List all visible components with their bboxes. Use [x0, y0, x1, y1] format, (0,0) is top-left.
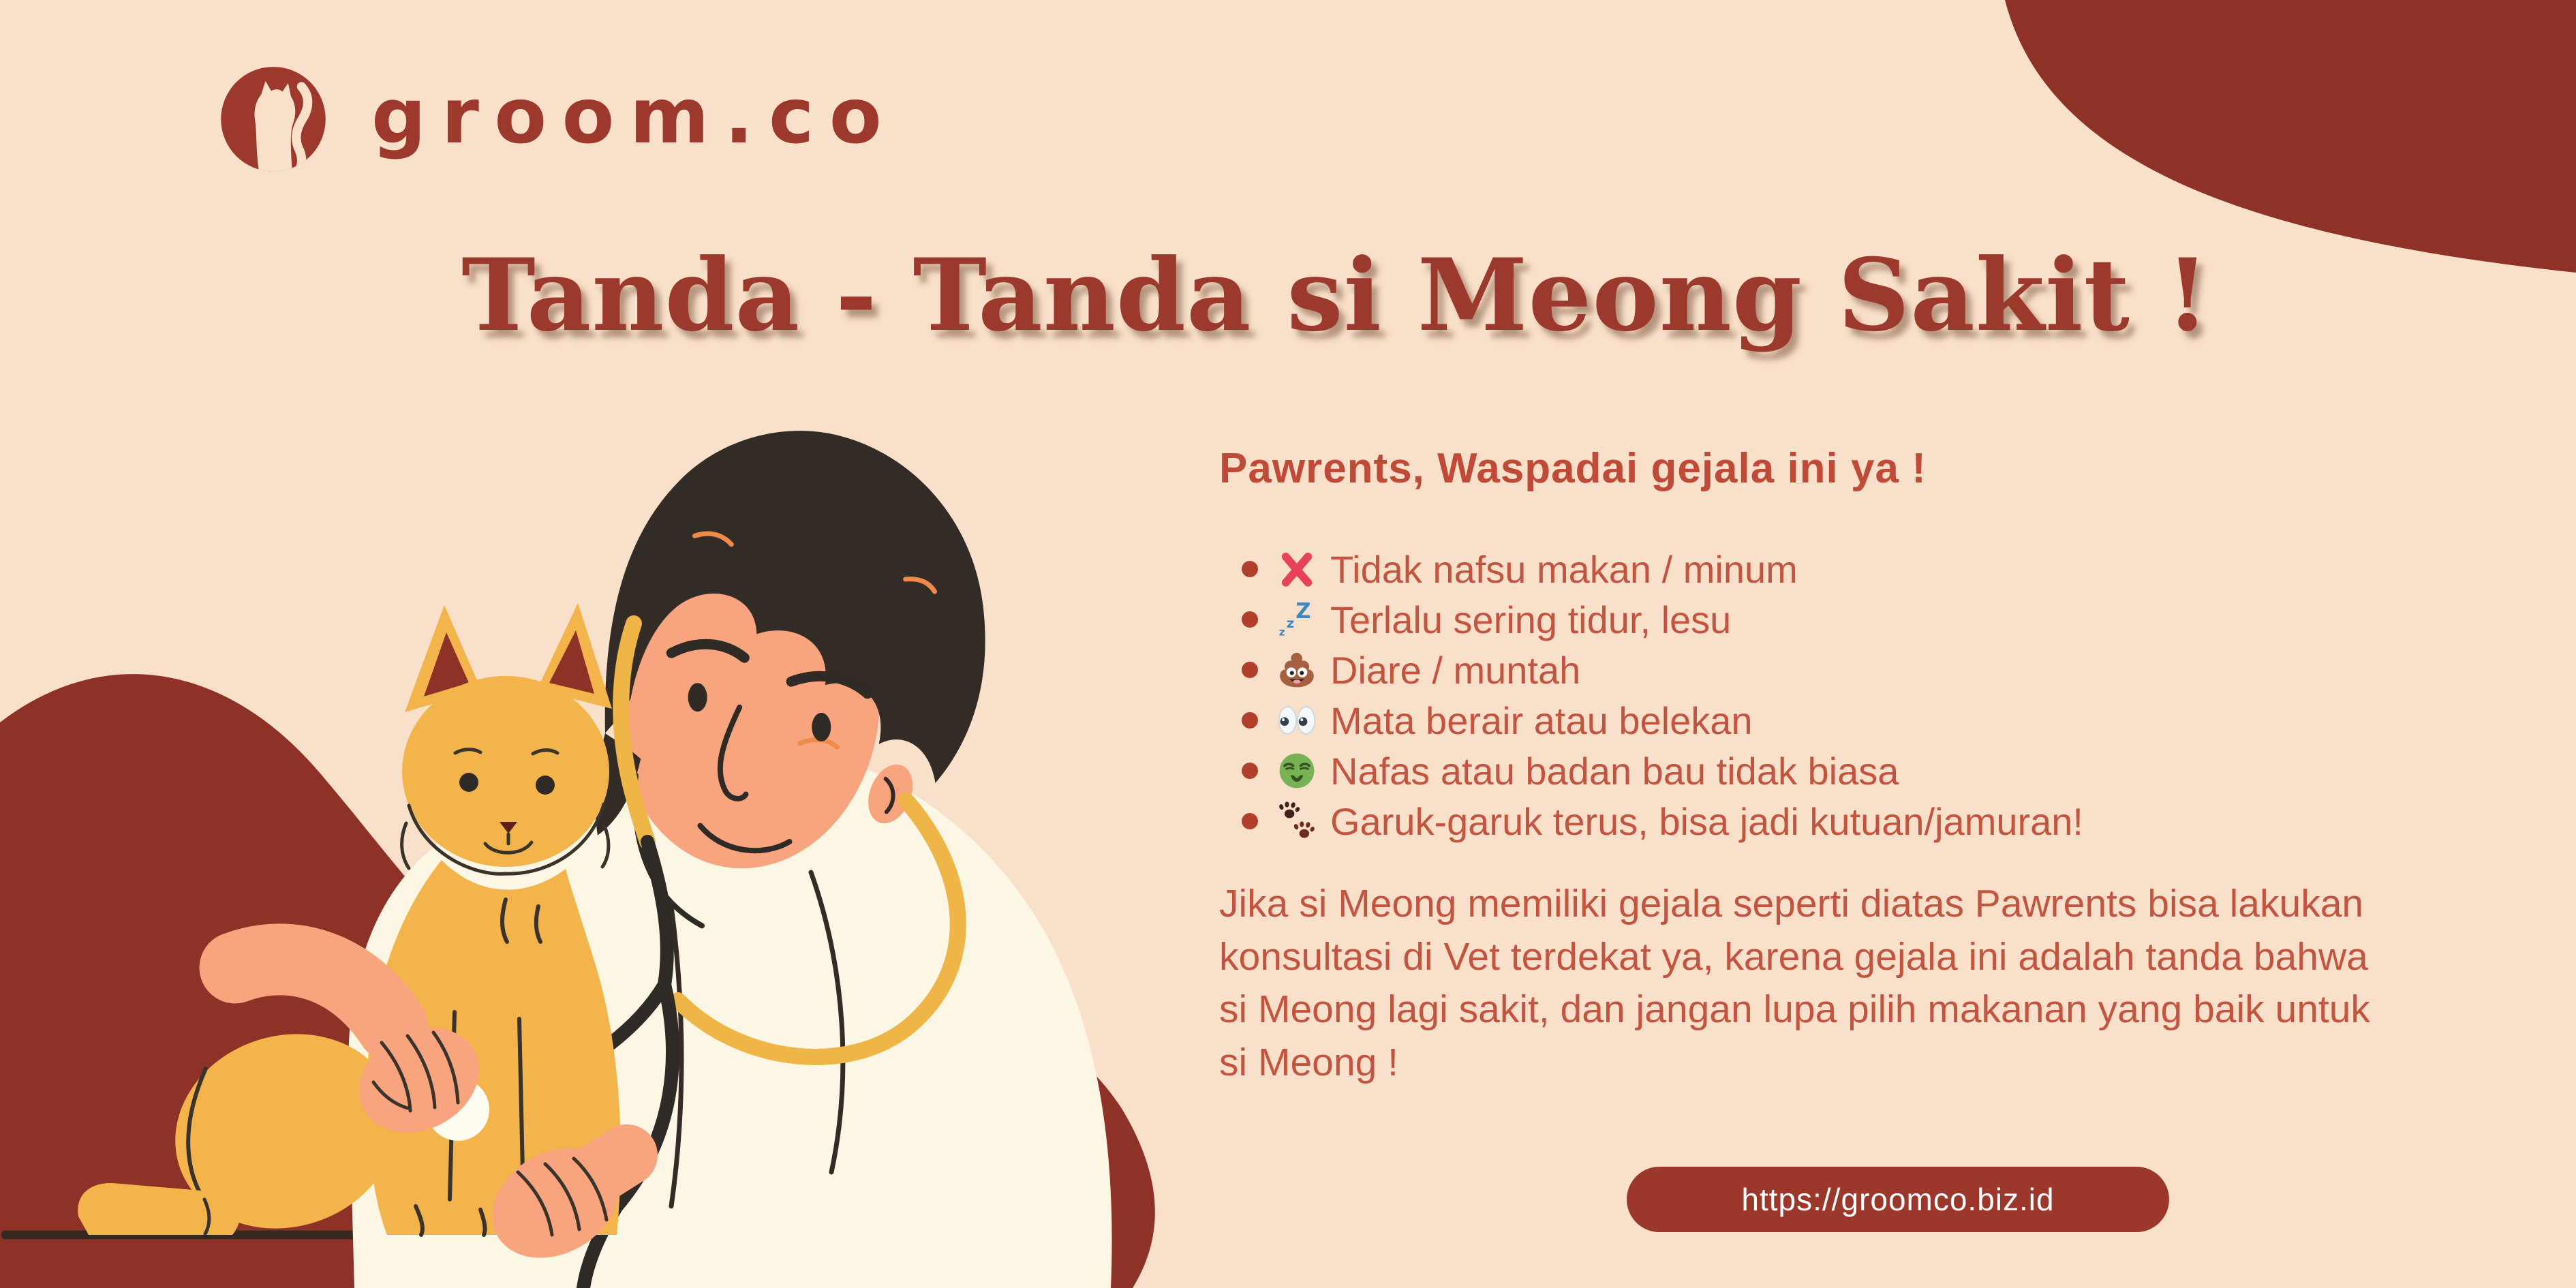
poop-icon — [1277, 650, 1317, 690]
symptom-text: Tidak nafsu makan / minum — [1330, 547, 1798, 591]
cross-mark-icon — [1277, 549, 1317, 589]
symptom-text: Terlalu sering tidur, lesu — [1330, 598, 1732, 641]
svg-text:Z: Z — [1295, 600, 1311, 624]
cat-logo-icon — [217, 65, 330, 179]
symptom-item — [1242, 594, 2083, 645]
poster-title: Tanda - Tanda si Meong Sakit ! — [461, 237, 2210, 354]
symptom-text: Nafas atau badan bau tidak biasa — [1330, 749, 1899, 793]
symptom-item — [1242, 695, 2083, 746]
paw-prints-icon — [1277, 801, 1317, 841]
vet-and-cat-illustration — [0, 354, 1213, 1288]
website-url-button[interactable] — [1627, 1167, 2169, 1232]
symptom-text: Mata berair atau belekan — [1330, 699, 1753, 742]
symptom-text: Garuk-garuk terus, bisa jadi kutuan/jamuran! — [1330, 799, 2083, 843]
symptom-item — [1242, 544, 2083, 594]
symptom-item — [1242, 645, 2083, 695]
symptom-list — [1242, 544, 2083, 846]
sleeping-zzz-icon — [1277, 600, 1317, 639]
eyes-icon — [1277, 701, 1317, 740]
bullet-dot — [1242, 813, 1258, 829]
advice-paragraph: Jika si Meong memiliki gejala seperti diatas Pawrents bisa lakukan konsultasi di Vet terdekat ya, karena gejala ini adalah tanda bahwa si Meong lagi sakit, dan jangan lupa pilih makanan yang baik untuk si Meong ! — [1219, 882, 2370, 1084]
svg-text:z: z — [1286, 615, 1295, 631]
bullet-dot — [1242, 763, 1258, 779]
website-url-text: https://groomco.biz.id — [1741, 1182, 2055, 1217]
symptom-item — [1242, 746, 2083, 796]
nauseated-face-icon — [1277, 751, 1317, 791]
svg-text:z: z — [1278, 626, 1285, 639]
bullet-dot — [1242, 611, 1258, 628]
symptom-text: Diare / muntah — [1330, 648, 1581, 692]
bullet-dot — [1242, 662, 1258, 678]
corner-blob-shape — [1997, 0, 2576, 274]
symptoms-heading: Pawrents, Waspadai gejala ini ya ! — [1219, 445, 1927, 492]
bullet-dot — [1242, 712, 1258, 729]
symptom-item — [1242, 796, 2083, 846]
brand-name: groom.co — [371, 72, 898, 161]
bullet-dot — [1242, 561, 1258, 577]
